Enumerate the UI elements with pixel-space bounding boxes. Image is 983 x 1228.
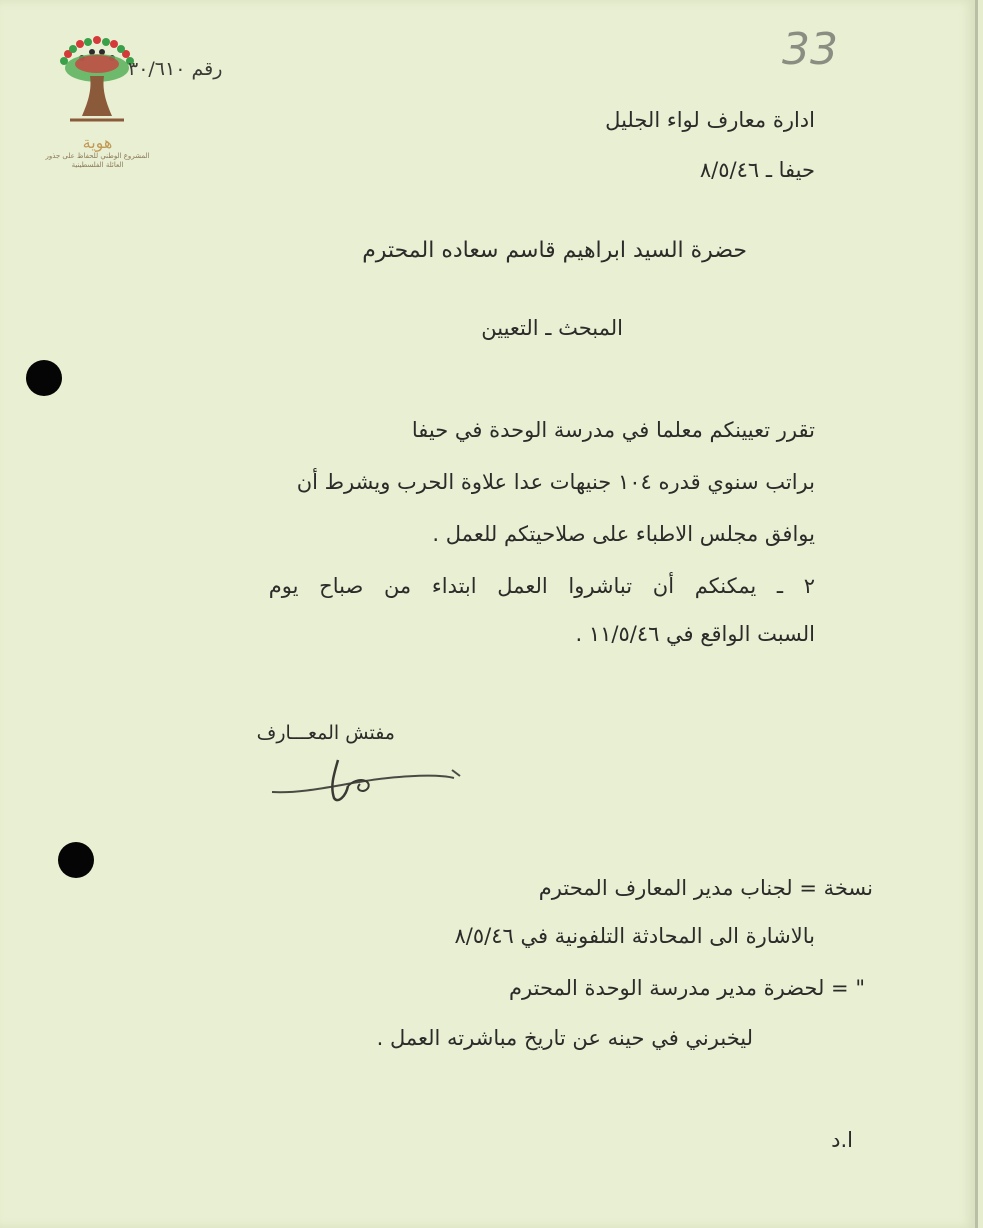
hawiya-logo: [40, 30, 155, 170]
initials: ا.د: [831, 1128, 853, 1152]
body-line-2: براتب سنوي قدره ١٠٤ جنيهات عدا علاوة الحرب ويشرط أن: [296, 470, 815, 494]
copy-line-2: بالاشارة الى المحادثة التلفونية في ٨/٥/٤٦: [454, 924, 815, 948]
page-number: 33: [782, 24, 838, 75]
body-line-1: تقرر تعيينكم معلما في مدرسة الوحدة في حيفا: [411, 418, 815, 442]
tree-icon: [40, 30, 155, 130]
signature-scribble: [268, 752, 468, 808]
body-line-5: السبت الواقع في ١١/٥/٤٦ .: [575, 622, 815, 646]
body-line-4: ٢ ـ يمكنكم أن تباشروا العمل ابتداء من صباح يوم: [268, 574, 815, 598]
subject-line: المبحث ـ التعيين: [481, 316, 623, 340]
copy-line-1: نسخة = لجناب مدير المعارف المحترم: [538, 876, 873, 900]
punch-hole-top: [26, 360, 62, 396]
place-date: حيفا ـ ٨/٥/٤٦: [699, 158, 815, 182]
reference-number: رقم ٣٠/٦١٠: [128, 58, 223, 80]
copy-line-3: " = لحضرة مدير مدرسة الوحدة المحترم: [509, 976, 865, 1000]
signature-title: مفتش المعـــارف: [256, 722, 395, 744]
logo-brand: هوية: [82, 133, 113, 152]
logo-caption: المشروع الوطني للحفاظ على جذور العائلة الفلسطينية: [45, 152, 150, 169]
body-line-3: يوافق مجلس الاطباء على صلاحيتكم للعمل .: [432, 522, 815, 546]
punch-hole-bottom: [58, 842, 94, 878]
addressee: حضرة السيد ابراهيم قاسم سعاده المحترم: [362, 238, 747, 263]
copy-line-4: ليخبرني في حينه عن تاريخ مباشرته العمل .: [376, 1026, 753, 1050]
office-name: ادارة معارف لواء الجليل: [605, 108, 815, 132]
